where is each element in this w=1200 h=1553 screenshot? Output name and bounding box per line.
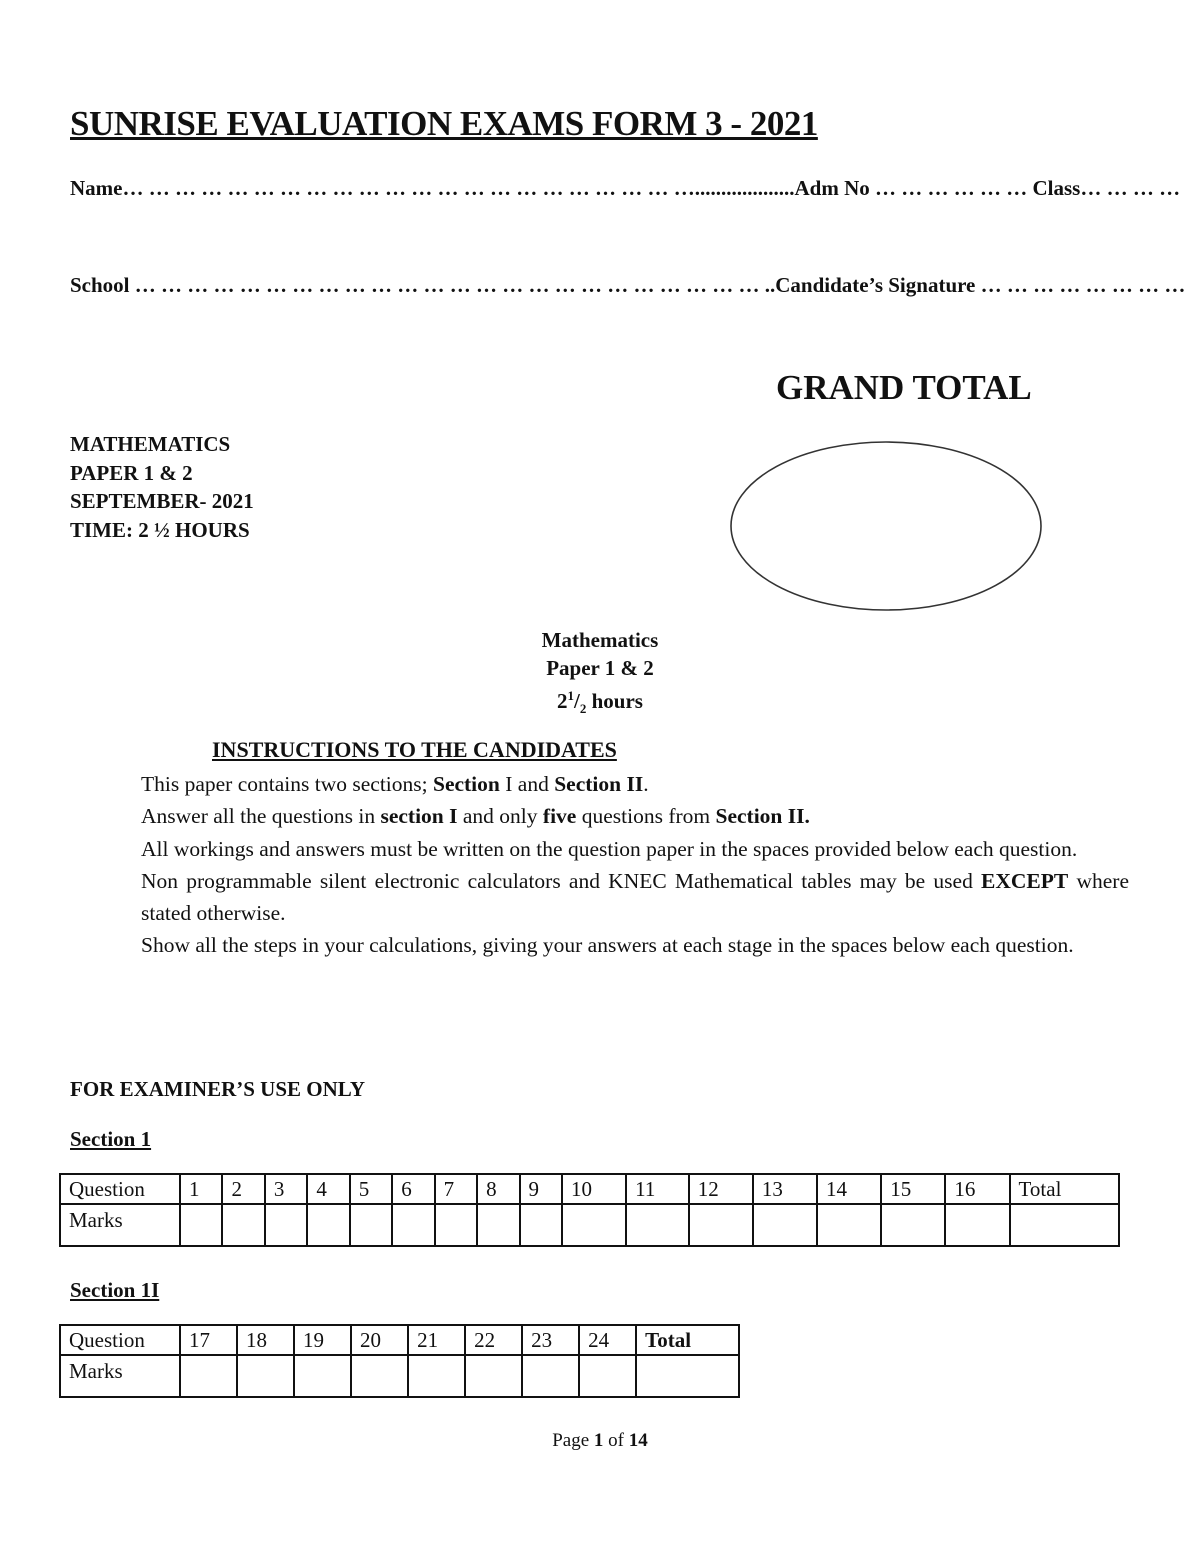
exam-title: SUNRISE EVALUATION EXAMS FORM 3 - 2021 (70, 104, 818, 143)
question-number-cell: 8 (477, 1174, 519, 1204)
center-block (480, 626, 720, 723)
marks-entry-cell[interactable] (237, 1355, 294, 1397)
school-field[interactable]: … … … … … … … … … … … … … … … … … … … … … … … … .. (134, 273, 776, 297)
subject-block (70, 430, 254, 544)
grand-total-oval[interactable] (726, 438, 1046, 616)
marks-entry-cell[interactable] (753, 1204, 817, 1246)
marks-entry-cell[interactable] (350, 1204, 392, 1246)
question-number-cell: 5 (350, 1174, 392, 1204)
instructions-list (141, 768, 1129, 962)
adm-field[interactable]: … … … … … … (875, 176, 1028, 200)
question-row (60, 1174, 1119, 1204)
marks-entry-cell[interactable] (180, 1204, 222, 1246)
name-label: Name (70, 176, 123, 200)
question-number-cell: 4 (307, 1174, 349, 1204)
marks-row-label: Marks (60, 1204, 180, 1246)
marks-entry-cell[interactable] (307, 1204, 349, 1246)
marks-entry-cell[interactable] (626, 1204, 689, 1246)
instruction-item: All workings and answers must be written on the question paper in the spaces provided below each question. (141, 836, 1078, 861)
hours-whole: 2 (557, 689, 568, 713)
marks-row (60, 1355, 739, 1397)
marks-entry-cell[interactable] (945, 1204, 1009, 1246)
hours-slash: / (574, 689, 580, 713)
section-1-label: Section 1 (70, 1127, 152, 1151)
marks-entry-cell[interactable] (520, 1204, 562, 1246)
section-2-marks-table (59, 1324, 740, 1398)
marks-entry-cell[interactable] (435, 1204, 477, 1246)
question-number-cell: 20 (351, 1325, 408, 1355)
question-number-cell: 12 (689, 1174, 753, 1204)
subject-paper: PAPER 1 & 2 (70, 460, 193, 485)
marks-row (60, 1204, 1119, 1246)
hours-word: hours (591, 689, 643, 713)
question-number-cell: 1 (180, 1174, 222, 1204)
question-number-cell: 13 (753, 1174, 817, 1204)
question-number-cell: 16 (945, 1174, 1009, 1204)
question-number-cell: 9 (520, 1174, 562, 1204)
question-number-cell: 3 (265, 1174, 307, 1204)
subject-date: SEPTEMBER- 2021 (70, 489, 254, 513)
question-number-cell: 11 (626, 1174, 689, 1204)
marks-entry-cell[interactable] (817, 1204, 881, 1246)
marks-entry-cell[interactable] (351, 1355, 408, 1397)
marks-entry-cell[interactable] (465, 1355, 522, 1397)
page-total: 14 (628, 1430, 648, 1451)
school-label: School (70, 273, 130, 297)
hours-denominator: 2 (579, 701, 587, 717)
question-number-cell: 7 (435, 1174, 477, 1204)
total-header-cell: Total (1010, 1174, 1119, 1204)
instructions-title: INSTRUCTIONS TO THE CANDIDATES (212, 737, 617, 762)
marks-row-label: Marks (60, 1355, 180, 1397)
signature-label: Candidate’s Signature (775, 273, 976, 297)
name-adm-class-line (70, 176, 1180, 201)
question-number-cell: 19 (294, 1325, 351, 1355)
adm-label: Adm No (794, 176, 870, 200)
of-word: of (608, 1430, 624, 1451)
section-2-label: Section 1I (70, 1278, 160, 1302)
question-number-cell: 6 (392, 1174, 434, 1204)
question-number-cell: 2 (222, 1174, 264, 1204)
instruction-item: Answer all the questions in section I and only five questions from Section II. (141, 804, 810, 829)
question-number-cell: 24 (579, 1325, 636, 1355)
marks-entry-cell[interactable] (392, 1204, 434, 1246)
marks-entry-cell[interactable] (689, 1204, 753, 1246)
question-row-label: Question (60, 1174, 180, 1204)
question-number-cell: 14 (817, 1174, 881, 1204)
grand-total-label: GRAND TOTAL (776, 368, 1032, 407)
marks-entry-cell[interactable] (579, 1355, 636, 1397)
total-marks-cell[interactable] (636, 1355, 739, 1397)
page-footer (0, 1430, 1200, 1452)
page-word: Page (552, 1430, 590, 1451)
class-label: Class (1032, 176, 1081, 200)
total-marks-cell[interactable] (1010, 1204, 1119, 1246)
grand-total-ellipse (731, 442, 1041, 610)
examiner-heading: FOR EXAMINER’S USE ONLY (70, 1077, 366, 1101)
center-hours (480, 682, 720, 723)
name-field[interactable]: … … … … … … … … … … … … … … … … … … … … … …................... (122, 176, 795, 200)
instruction-item: Show all the steps in your calculations, giving your answers at each stage in the spaces below each question. (141, 933, 1074, 958)
instruction-item: Non programmable silent electronic calculators and KNEC Mathematical tables may be used EXCEPT where stated otherwise. (141, 868, 1129, 926)
subject-time: TIME: 2 ½ HOURS (70, 517, 250, 542)
question-row-label: Question (60, 1325, 180, 1355)
center-paper: Paper 1 & 2 (546, 656, 654, 680)
question-number-cell: 18 (237, 1325, 294, 1355)
marks-entry-cell[interactable] (522, 1355, 579, 1397)
question-number-cell: 22 (465, 1325, 522, 1355)
question-number-cell: 17 (180, 1325, 237, 1355)
center-subject: Mathematics (541, 628, 659, 652)
question-number-cell: 15 (881, 1174, 945, 1204)
question-number-cell: 10 (562, 1174, 626, 1204)
section-1-marks-table (59, 1173, 1120, 1247)
question-number-cell: 23 (522, 1325, 579, 1355)
marks-entry-cell[interactable] (294, 1355, 351, 1397)
marks-entry-cell[interactable] (562, 1204, 626, 1246)
question-number-cell: 21 (408, 1325, 465, 1355)
hours-numerator: 1 (567, 688, 575, 703)
marks-entry-cell[interactable] (180, 1355, 237, 1397)
marks-entry-cell[interactable] (408, 1355, 465, 1397)
marks-entry-cell[interactable] (881, 1204, 945, 1246)
class-field[interactable]: … … … … (1080, 176, 1181, 200)
school-signature-line (70, 273, 1185, 298)
instruction-item: This paper contains two sections; Section I and Section II. (141, 772, 649, 796)
marks-entry-cell[interactable] (265, 1204, 307, 1246)
subject-name: MATHEMATICS (70, 432, 231, 456)
marks-entry-cell[interactable] (477, 1204, 519, 1246)
question-row (60, 1325, 739, 1355)
signature-field[interactable]: … … … … … … … … (980, 273, 1186, 297)
page-number: 1 (593, 1430, 604, 1451)
total-header-cell: Total (636, 1325, 739, 1355)
marks-entry-cell[interactable] (222, 1204, 264, 1246)
